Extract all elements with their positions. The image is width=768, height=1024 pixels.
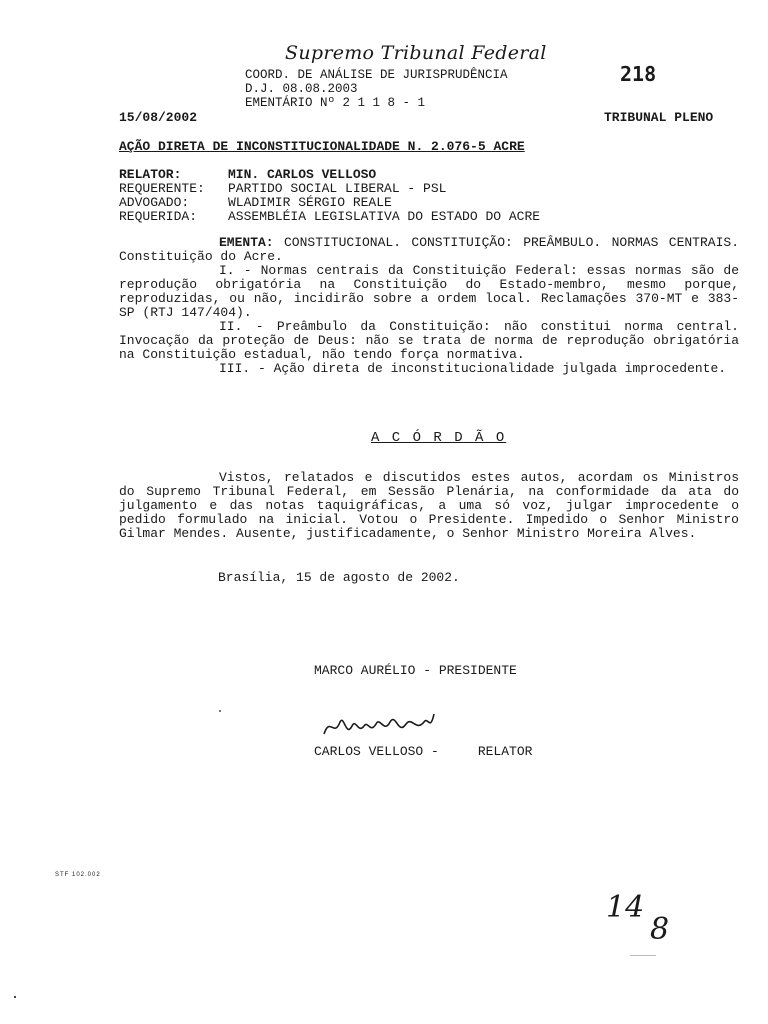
case-title: AÇÃO DIRETA DE INCONSTITUCIONALIDADE N. 2.076-5 ACRE [119, 139, 525, 154]
ementa-item: I. - Normas centrais da Constituição Federal: essas normas são de reprodução obrigatória na Constituição do Estado-membro, mesmo porque, reproduzidas, ou não, incidirão sobre a ordem local. Reclamações 370-MT e 383-SP (RTJ 147/404). [119, 263, 739, 320]
coord-line: COORD. DE ANÁLISE DE JURISPRUDÊNCIA [245, 68, 508, 82]
place-date: Brasília, 15 de agosto de 2002. [218, 570, 460, 585]
ementa-item: II. - Preâmbulo da Constituição: não constitui norma central. Invocação da proteção de Deus: não se trata de norma de reprodução obrigatória na Constituição estadual, não tendo força normativa. [119, 319, 739, 362]
handwritten-signature [320, 708, 440, 748]
ementa-label: EMENTA: [219, 235, 274, 250]
scan-speck [14, 996, 16, 998]
party-label: REQUERENTE: [119, 181, 205, 196]
coordination-block [245, 68, 508, 110]
party-row [119, 196, 540, 210]
acordao-heading [371, 430, 506, 446]
ementa-intro-text: CONSTITUCIONAL. CONSTITUIÇÃO: PREÂMBULO. NORMAS CENTRAIS. Constituição do Acre. [119, 235, 739, 264]
president-signature-line: MARCO AURÉLIO - PRESIDENTE [314, 663, 517, 678]
party-row [119, 182, 540, 196]
party-value: WLADIMIR SÉRGIO REALE [228, 195, 392, 210]
ementa-intro [119, 236, 739, 264]
party-value: ASSEMBLÉIA LEGISLATIVA DO ESTADO DO ACRE [228, 209, 541, 224]
coord-line: EMENTÁRIO Nº 2 1 1 8 - 1 [245, 96, 426, 110]
handwritten-initials: 8 [650, 912, 670, 947]
acordao-heading-text: A C Ó R D Ã O [371, 430, 507, 446]
coord-line: D.J. 08.08.2003 [245, 82, 358, 96]
acordao-text: Vistos, relatados e discutidos estes autos, acordam os Ministros do Supremo Tribunal Federal, em Sessão Plenária, na conformidade da ata do julgamento e das notas taquigráficas, a uma só voz, julgar improcedente o pedido formulado na inicial. Votou o Presidente. Impedido o Senhor Ministro Gilmar Mendes. Ausente, justificadamente, o Senhor Ministro Moreira Alves. [119, 470, 739, 541]
ementa-item: III. - Ação direta de inconstitucionalidade julgada improcedente. [219, 361, 727, 376]
parties-list [119, 168, 540, 224]
party-label: ADVOGADO: [119, 195, 190, 210]
form-code: STF 102.002 [55, 872, 101, 878]
scan-smudge [630, 955, 656, 956]
party-value: PARTIDO SOCIAL LIBERAL - PSL [228, 181, 447, 196]
session-date: 15/08/2002 [119, 110, 198, 125]
acordao-body [119, 471, 739, 541]
party-row [119, 168, 540, 182]
scan-speck [219, 710, 221, 712]
rapporteur-signature-line: CARLOS VELLOSO - RELATOR [314, 744, 533, 759]
page-number: 218 [620, 62, 657, 86]
court-name-heading: Supremo Tribunal Federal [285, 42, 547, 64]
party-value: MIN. CARLOS VELLOSO [228, 167, 377, 182]
party-label: RELATOR: [119, 167, 182, 182]
plenary-label: TRIBUNAL PLENO [604, 110, 714, 125]
party-row [119, 210, 540, 224]
party-label: REQUERIDA: [119, 209, 198, 224]
handwritten-page-number: 14 [606, 890, 645, 925]
ementa-section [119, 236, 739, 376]
signature-scribble-icon [320, 708, 440, 742]
